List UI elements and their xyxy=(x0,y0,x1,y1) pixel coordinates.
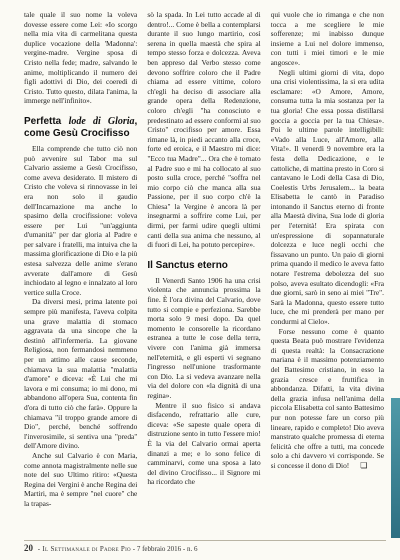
column-right xyxy=(271,10,384,532)
section-heading xyxy=(24,116,137,140)
paragraph: tale quale il suo nome la volevа dovesse essere come Lei: «Io scorgo nella mia vita di carmelitana questa duplice vocazione della 'Madonna': vergine-madre. Vergine sposa di Cristo nella fede; madre, salvando le anime, moltiplicando il numero dei figli adottivi di Dio, dei coeredi di Cristo. Tutto questo, dilata l'anima, la immerge nell'infinito». xyxy=(24,10,138,106)
paragraph: Mentre il suo fisico si andava disfacendo, refrattario alle cure, diceva: «Se sapeste quale opera di distruzione sento in tutto l'essere mio! È la via del Calvario ormai aperta dinanzi a me; e lo sono felice di camminarvi, come una sposa a lato del divino Crocifisso... il Signore mi ha ricordato che xyxy=(147,400,261,487)
column-left xyxy=(24,10,137,532)
magazine-name: - Il Settimanale di Padre Pio xyxy=(37,545,131,553)
article-body xyxy=(24,10,384,532)
heading-italic-text: lode di Gloria xyxy=(68,115,135,127)
page-number: 20 xyxy=(24,543,33,553)
section-heading: Il Sanctus eterno xyxy=(147,259,228,271)
paragraph: Ella comprende che tutto ciò non può avvenire sul Tabor ma sul Calvario assieme a Gesù Crocifisso, come aveva desiderato. Il mistero di Cristo che voleva si rinnovasse in lei era non solo il gaudio dell'Incarnazione ma anche lo spasimo della crocifissione: voleva essere per Lui "un'aggiunta d'umanità" per dar gloria al Padre e per salvare i fratelli, ma intuiva che la massima glorificazione di Dio e la più estesa salvezza delle anime s'erano avverate dall'amore di Gesù inchiodato al legno e innalzato al loro vertice sulla Croce. xyxy=(24,143,138,297)
paragraph: qui vuole che io rimanga e che non tocca a me scegliere le mie sofferenze; mi inabisso dunque insieme a Lui nel dolore immenso, con tutti i miei timori e le mie angosce». xyxy=(270,10,384,67)
decorative-corner-tab xyxy=(391,398,400,538)
column-middle xyxy=(147,10,260,532)
paragraph: Da diversi mesi, prima latente poi sempre più manifesta, l'aveva colpita una grave malattia di stomaco aggravata da una sincope che la destinò all'infermeria. La giovane Religiosa, non fermandosi nemmeno per un attimo alle cause seconde, chiamava la sua malattia "malattia d'amore" e diceva: «È Lui che mi lavora e mi consuma; io mi dono, mi abbandono all'opera Sua, contenta fin d'ora di tutto ciò che farà». Oppure la chiamava "il troppo grande amore di Dio", perché, benché soffrendo l'inverosimile, si sentiva una "preda" dell'Amore divino. xyxy=(24,297,138,451)
heading-text: Perfetta xyxy=(24,115,69,127)
paragraph: sò la spada. In Lei tutto accade al di dentro!... Come è bella a contemplarsi durante il suo lungo martirio, così serena in quella maestà che spira al tempo stesso forza e dolcezza. Aveva ben appreso dal Verbo stesso come devono soffrire coloro che il Padre chiama ad essere vittime, coloro ch'egli ha deciso di associare alla grande opera della Redenzione, coloro ch'egli "ha conosciuto e predestinato ad essere conformi al suo Cristo" crocifisso per amore. Essa rimane là, in piedi accanto alla croce, forte ed eroica, e il Maestro mi dice: "Ecco tua Madre"... Ora che è tornato al Padre suo e mi ha collocato al suo posto sulla croce, perché "soffra nel mio corpo ciò che manca alla sua Passione, per il suo corpo ch'è la Chiesa" la Vergine è ancora là per insegnarmi a soffrire come Lui, per dirmi, per farmi udire quegli ultimi canti della sua anima che nessuno, al di fuori di Lei, ha potuto percepire». xyxy=(147,10,261,250)
end-of-article-mark: ❏ xyxy=(360,460,368,470)
page-footer xyxy=(24,540,386,555)
issue-date: - 7 febbraio 2016 xyxy=(132,545,182,553)
paragraph: Il Venerdì Santo 1906 ha una crisi violenta che annuncia prossima la fine. È l'ora divina del Calvario, dove tutto si compie e perfeziona. Sarebbe morta solo 9 mesi dopo. Da quel momento le consorelle la ricordano estranea a tutte le cose della terra, vivere con l'anima già immersa nell'eternità, e gli esperti vi segnano l'ingresso nell'unione trasformante con Dio. La si vedeva avanzare nella via del dolore con «la dignità di una regina». xyxy=(147,275,261,400)
heading-text: , come Gesù Crocifisso xyxy=(24,115,138,139)
issue-number: - n. 6 xyxy=(182,545,198,553)
paragraph-text: Forse nessuno come è quanto questa Beata può mostrare l'evidenza di questa realtà: la Consacrazione mariana è il massimo potenziamento del Battesimo cristiano, in esso la grazia cresce e fruttifica in abbondanza. Difatti, la vita divina della grazia infusa nell'anima della piccola Elisabetta col santo Battesimo pur non potesse fare un corso più lineare, rapido e completo! Dio aveva manstrato qualche promessa di eterna felicità che offre a tutti, ma concede solo a chi davvero vi corrisponde. Se si concesse il dono di Dio! xyxy=(270,326,384,470)
paragraph: Negli ultimi giorni di vita, dopo una crisi violentissima, la si era udita esclamare: «O Amore, Amore, consuma tutta la mia sostanza per la tua gloria! Che essa possa distillarsi goccia a goccia per la tua Chiesa». Poi le ultime parole intelligibili: «Vado alla Luce, all'Amore, alla Vita!». Il venerdì 9 novembre era la festa della Dedicazione, e le cattoliche, di mattina presto in Coro si cantavano le Lodi della Casa di Dio, Coelestis Urbs Jerusalem... la beata Elisabetta le cantò in Paradiso intonando il Sanctus eterno di fronte alla Maestà divina, Sua lode di gloria per l'eternità! Era spirata con un'espressione di sopannaturale dolcezza e luce negli occhi che fissavano un punto. Un paio di giorni prima quando il medico le aveva fatto notare l'estrema debolezza del suo polso, aveva esultato dicendogli: «Fra due giorni, sarò in seno ai miei "Tre". Sarà la Madonna, questo essere tutto luce, che mi prenderà per mano per condurmi al Cielo». xyxy=(270,67,384,326)
paragraph xyxy=(271,327,384,471)
paragraph: Anche sul Calvario è con Maria, come annota magistralmente nelle sue note del suo Ultimo ritiro: «Questa Regina dei Vergini è anche Regina dei Martiri, ma è sempre "nel cuore" che la trapas- xyxy=(24,450,138,508)
